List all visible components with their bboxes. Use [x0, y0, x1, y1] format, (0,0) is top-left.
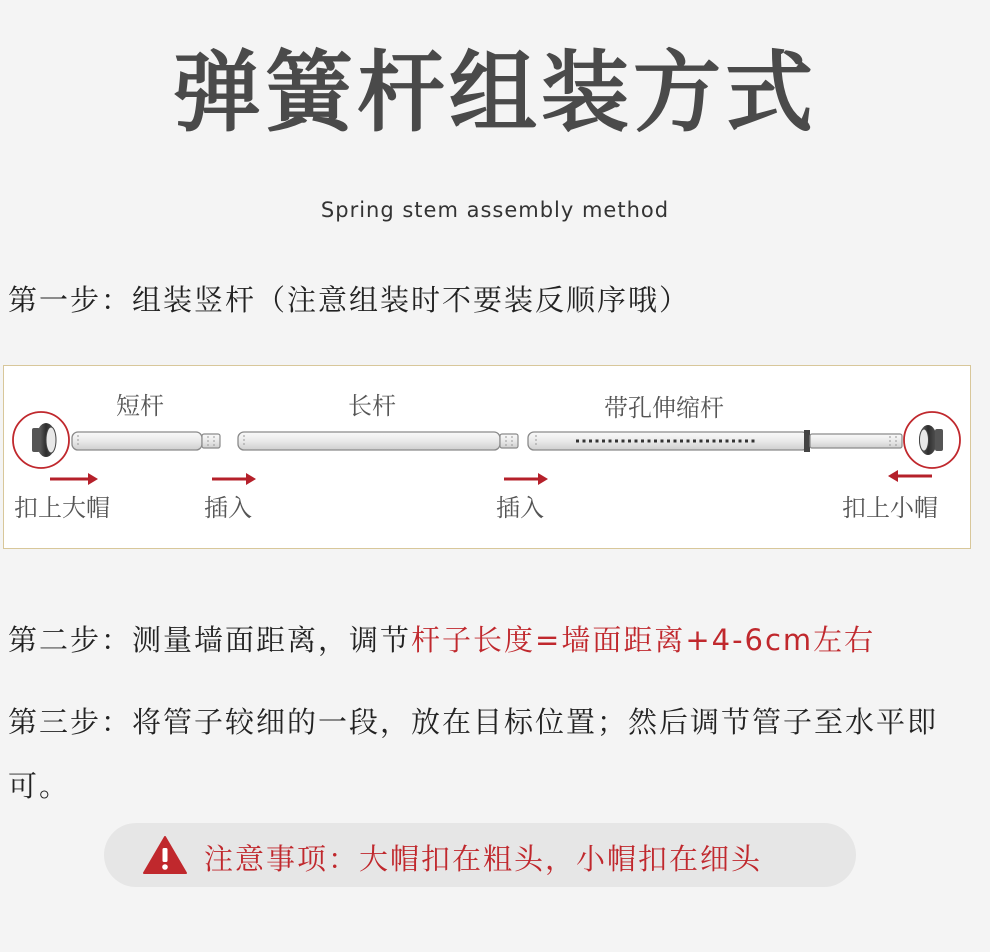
step-2-highlight: 杆子长度=墙面距离+4-6cm左右 [411, 623, 876, 657]
arrow-right-icon [50, 473, 98, 485]
step-2-prefix: 第二步：测量墙面距离，调节 [8, 623, 412, 657]
assembly-diagram [3, 365, 971, 549]
page-subtitle: Spring stem assembly method [320, 198, 670, 222]
big-cap-icon [13, 412, 69, 468]
notice-text: 注意事项：大帽扣在粗头，小帽扣在细头 [204, 842, 763, 876]
long-rod [238, 432, 518, 450]
long-rod-label: 长杆 [348, 392, 396, 420]
warning-triangle-icon [142, 835, 188, 875]
arrow-right-icon [212, 473, 256, 485]
insert-label-1: 插入 [204, 494, 252, 522]
step-1-text: 第一步：组装竖杆（注意组装时不要装反顺序哦） [8, 283, 691, 317]
step-2-text [8, 618, 875, 659]
step-3-text: 第三步：将管子较细的一段，放在目标位置；然后调节管子至水平即可。 [8, 705, 939, 803]
notice-banner [104, 823, 856, 887]
short-rod [72, 432, 220, 450]
arrow-left-icon [888, 470, 932, 482]
small-cap-icon [904, 412, 960, 468]
holed-telescopic-rod [528, 430, 902, 452]
big-cap-label: 扣上大帽 [14, 494, 110, 522]
insert-label-2: 插入 [496, 494, 544, 522]
arrow-right-icon [504, 473, 548, 485]
short-rod-label: 短杆 [116, 392, 164, 420]
small-cap-label: 扣上小帽 [842, 494, 938, 522]
holed-rod-label: 带孔伸缩杆 [604, 394, 724, 422]
page-title: 弹簧杆组装方式 [172, 41, 817, 144]
